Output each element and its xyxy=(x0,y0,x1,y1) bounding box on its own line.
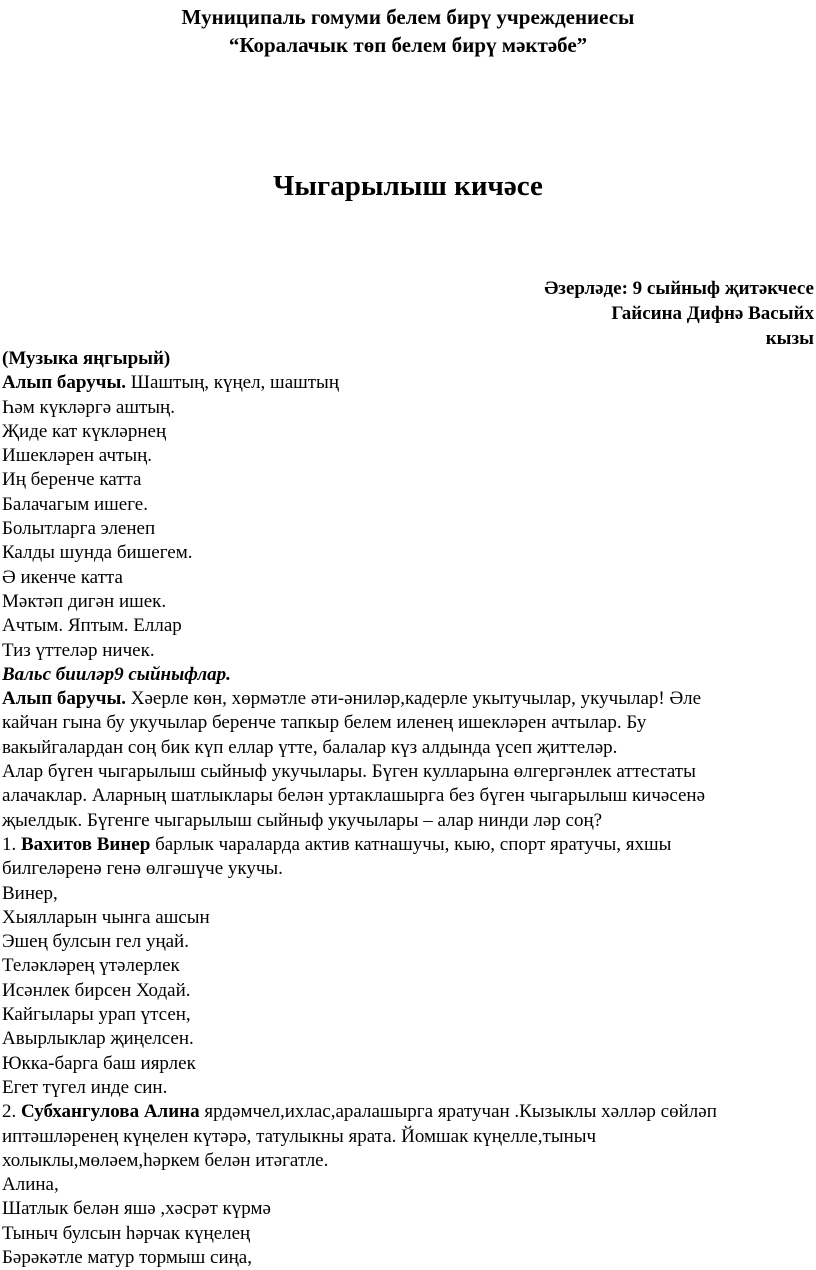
author-line-2: Гайсина Дифнә Васыйх xyxy=(611,301,814,326)
poem-2-line: Хыялларын чынга ашсын xyxy=(2,906,814,930)
poem-1-line: Җиде кат күкләрнең xyxy=(2,420,814,444)
student-description: барлык чараларда актив катнашучы, кыю, спорт яратучы, яхшы xyxy=(150,834,671,855)
speaker-label: Алып баручы. xyxy=(2,688,126,709)
poem-1 xyxy=(2,396,814,663)
speaker-label: Алып баручы. xyxy=(2,372,126,393)
school-name-line-2: “Коралачык төп белем бирү мәктәбе” xyxy=(0,31,816,59)
student-name: Вахитов Винер xyxy=(21,834,150,855)
poem-1-line: Мәктәп дигән ишек. xyxy=(2,590,814,614)
poem-2 xyxy=(2,882,814,1101)
poem-1-line: Балачагым ишеге. xyxy=(2,493,814,517)
stage-direction-waltz: Вальс бииләр9 сыйныфлар. xyxy=(2,663,814,687)
poem-1-line: Калды шунда бишегем. xyxy=(2,541,814,565)
poem-1-line: Ә икенче катта xyxy=(2,566,814,590)
poem-2-line: Егет түгел инде син. xyxy=(2,1076,814,1100)
student-number: 2. xyxy=(2,1101,21,1122)
poem-1-line: Тиз үттеләр ничек. xyxy=(2,639,814,663)
poem-2-line: Исәнлек бирсен Ходай. xyxy=(2,979,814,1003)
host-line-2 xyxy=(2,687,814,711)
student-2-line: холыклы,мөләем,һәркем белән итәгатле. xyxy=(2,1149,814,1173)
paragraph-line: җыелдык. Бүгенге чыгарылыш сыйныф укучылары – алар нинди ләр соң? xyxy=(2,809,814,833)
poem-2-line: Авырлыклар җиңелсен. xyxy=(2,1027,814,1051)
poem-1-line: Иң беренче катта xyxy=(2,468,814,492)
student-2-line: Шатлык белән яшә ,хәсрәт күрмә xyxy=(2,1197,814,1221)
student-number: 1. xyxy=(2,834,21,855)
student-description: ярдәмчел,ихлас,аралашырга яратучан .Кызыклы хәлләр сөйләп xyxy=(200,1101,717,1122)
poem-2-line: Винер, xyxy=(2,882,814,906)
student-name: Субхангулова Алина xyxy=(21,1101,200,1122)
paragraph-line: Алар бүген чыгарылыш сыйныф укучылары. Бүген кулларына өлгергәнлек аттестаты xyxy=(2,760,814,784)
school-name-line-1: Муниципаль гомуми белем бирү учреждениесы xyxy=(0,3,816,31)
paragraph-line: алачаклар. Аларның шатлыклары белән уртаклашырга без бүген чыгарылыш кичәсенә xyxy=(2,784,814,808)
poem-2-line: Эшең булсын гел уңай. xyxy=(2,930,814,954)
document-body xyxy=(2,347,814,1270)
host-line-text: Хәерле көн, хөрмәтле әти-әниләр,кадерле укытучылар, укучылар! Әле xyxy=(126,688,701,709)
poem-1-line: Һәм күкләргә аштың. xyxy=(2,396,814,420)
poem-1-line: Болытларга эленеп xyxy=(2,517,814,541)
student-1-line xyxy=(2,833,814,857)
poem-2-line: Кайгылары урап үтсен, xyxy=(2,1003,814,1027)
student-2-line: Бәрәкәтле матур тормыш сиңа, xyxy=(2,1246,814,1270)
student-1-description-cont: билгеләренә генә өлгәшүче укучы. xyxy=(2,857,814,881)
stage-direction-music: (Музыка яңгырый) xyxy=(2,347,814,371)
host-line-1 xyxy=(2,371,814,395)
poem-1-line: Ишекләрен ачтың. xyxy=(2,444,814,468)
document-title: Чыгарылыш кичәсе xyxy=(0,168,816,204)
paragraph-line: кайчан гына бу укучылар беренче тапкыр белем иленең ишекләрен ачтылар. Бу xyxy=(2,711,814,735)
student-2-line: иптәшләренең күңелен күтәрә, татулыкны ярата. Йомшак күңелле,тыныч xyxy=(2,1125,814,1149)
author-line-3: кызы xyxy=(766,326,814,351)
poem-2-line: Теләкләрең үтәлерлек xyxy=(2,954,814,978)
student-2-line: Алина, xyxy=(2,1173,814,1197)
student-2-line xyxy=(2,1100,814,1124)
student-2-line: Тыныч булсын һәрчак күңелең xyxy=(2,1222,814,1246)
poem-1-line: Ачтым. Яптым. Еллар xyxy=(2,614,814,638)
host-line-text: Шаштың, күңел, шаштың xyxy=(126,372,339,393)
poem-2-line: Юкка-барга баш иярлек xyxy=(2,1052,814,1076)
paragraph-line: вакыйгалардан соң бик күп еллар үтте, балалар күз алдында үсеп җиттеләр. xyxy=(2,736,814,760)
student-2-rest xyxy=(2,1125,814,1270)
host-paragraph xyxy=(2,711,814,832)
author-line-1: Әзерләде: 9 сыйныф җитәкчесе xyxy=(544,276,814,301)
